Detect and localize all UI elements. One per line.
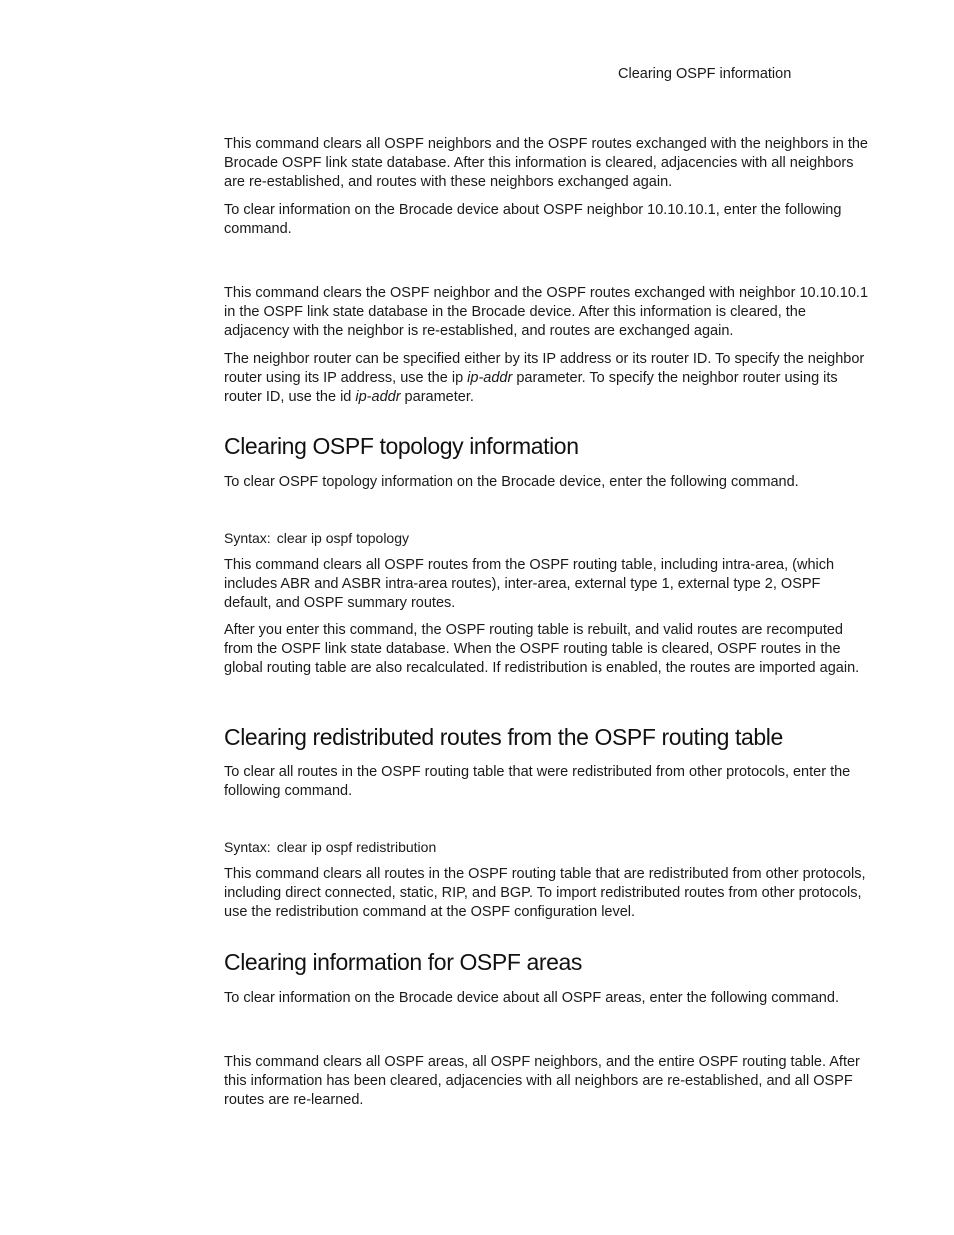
areas-paragraph-1: This command clears all OSPF areas, all OSPF neighbors, and the entire OSPF routing table. After this information has been cleared, adjacencies with all neighbors are re-established, and all OSPF routes are re-learned. — [224, 1054, 860, 1108]
redistribution-heading: Clearing redistributed routes from the OSPF routing table — [224, 724, 783, 750]
id-keyword: id — [340, 389, 352, 405]
neighbor-paragraph-3: This command clears the OSPF neighbor and the OSPF routes exchanged with neighbor 10.10.10.1 in the OSPF link state database in the Brocade device. After this information is cleared, the adjacency with the neighbor is re-established, and routes are exchanged again. — [224, 285, 869, 339]
redistribution-syntax — [224, 838, 436, 856]
topology-syntax-command: clear ip ospf topology — [276, 530, 410, 546]
ip-keyword: ip — [451, 370, 464, 386]
neighbor-paragraph-4 — [224, 350, 870, 407]
topology-heading: Clearing OSPF topology information — [224, 433, 579, 459]
neighbor-p4-text-2: parameter. To specify the neighbor router using its router ID, use the — [224, 370, 838, 405]
topology-intro: To clear OSPF topology information on the Brocade device, enter the following command. — [224, 474, 799, 490]
topology-syntax — [224, 529, 409, 547]
running-header: Clearing OSPF information — [618, 66, 792, 82]
ip-addr-argument: ip-addr — [467, 370, 513, 386]
redistribution-syntax-label: Syntax: — [224, 839, 271, 855]
redistribution-p1-text-1: This command clears all routes in the OSPF routing table that are redistributed from other protocols, including direct connected, static, RIP, and BGP. To import redistributed routes from other protocols, use the — [224, 866, 866, 920]
id-addr-argument: ip-addr — [355, 389, 401, 405]
redistribution-p1-text-2: command at the OSPF configuration level. — [358, 904, 636, 920]
redistribution-paragraph-1 — [224, 865, 870, 922]
areas-intro: To clear information on the Brocade device about all OSPF areas, enter the following command. — [224, 990, 839, 1006]
topology-paragraph-1: This command clears all OSPF routes from the OSPF routing table, including intra-area, (which includes ABR and ASBR intra-area routes), inter-area, external type 1, external type 2, OSPF default, and OSPF summary routes. — [224, 557, 835, 611]
areas-heading: Clearing information for OSPF areas — [224, 949, 582, 975]
neighbor-p4-text-3: parameter. — [400, 389, 474, 405]
neighbor-p4-text-1: The neighbor router can be specified either by its IP address or its router ID. To specify the neighbor router using its IP address, use the — [224, 351, 865, 386]
topology-paragraph-2: After you enter this command, the OSPF routing table is rebuilt, and valid routes are recomputed from the OSPF link state database. When the OSPF routing table is cleared, OSPF routes in the global routing table are also recalculated. If redistribution is enabled, the routes are imported again. — [224, 622, 860, 676]
topology-syntax-label: Syntax: — [224, 530, 271, 546]
redistribution-keyword: redistribution — [275, 904, 359, 920]
redistribution-intro: To clear all routes in the OSPF routing table that were redistributed from other protocols, enter the following command. — [224, 764, 851, 799]
neighbor-paragraph-1: This command clears all OSPF neighbors and the OSPF routes exchanged with the neighbors in the Brocade OSPF link state database. After this information is cleared, adjacencies with all neighbors are re-established, and routes with these neighbors exchanged again. — [224, 136, 868, 190]
redistribution-syntax-command: clear ip ospf redistribution — [276, 839, 437, 855]
neighbor-paragraph-2: To clear information on the Brocade device about OSPF neighbor 10.10.10.1, enter the following command. — [224, 202, 842, 237]
